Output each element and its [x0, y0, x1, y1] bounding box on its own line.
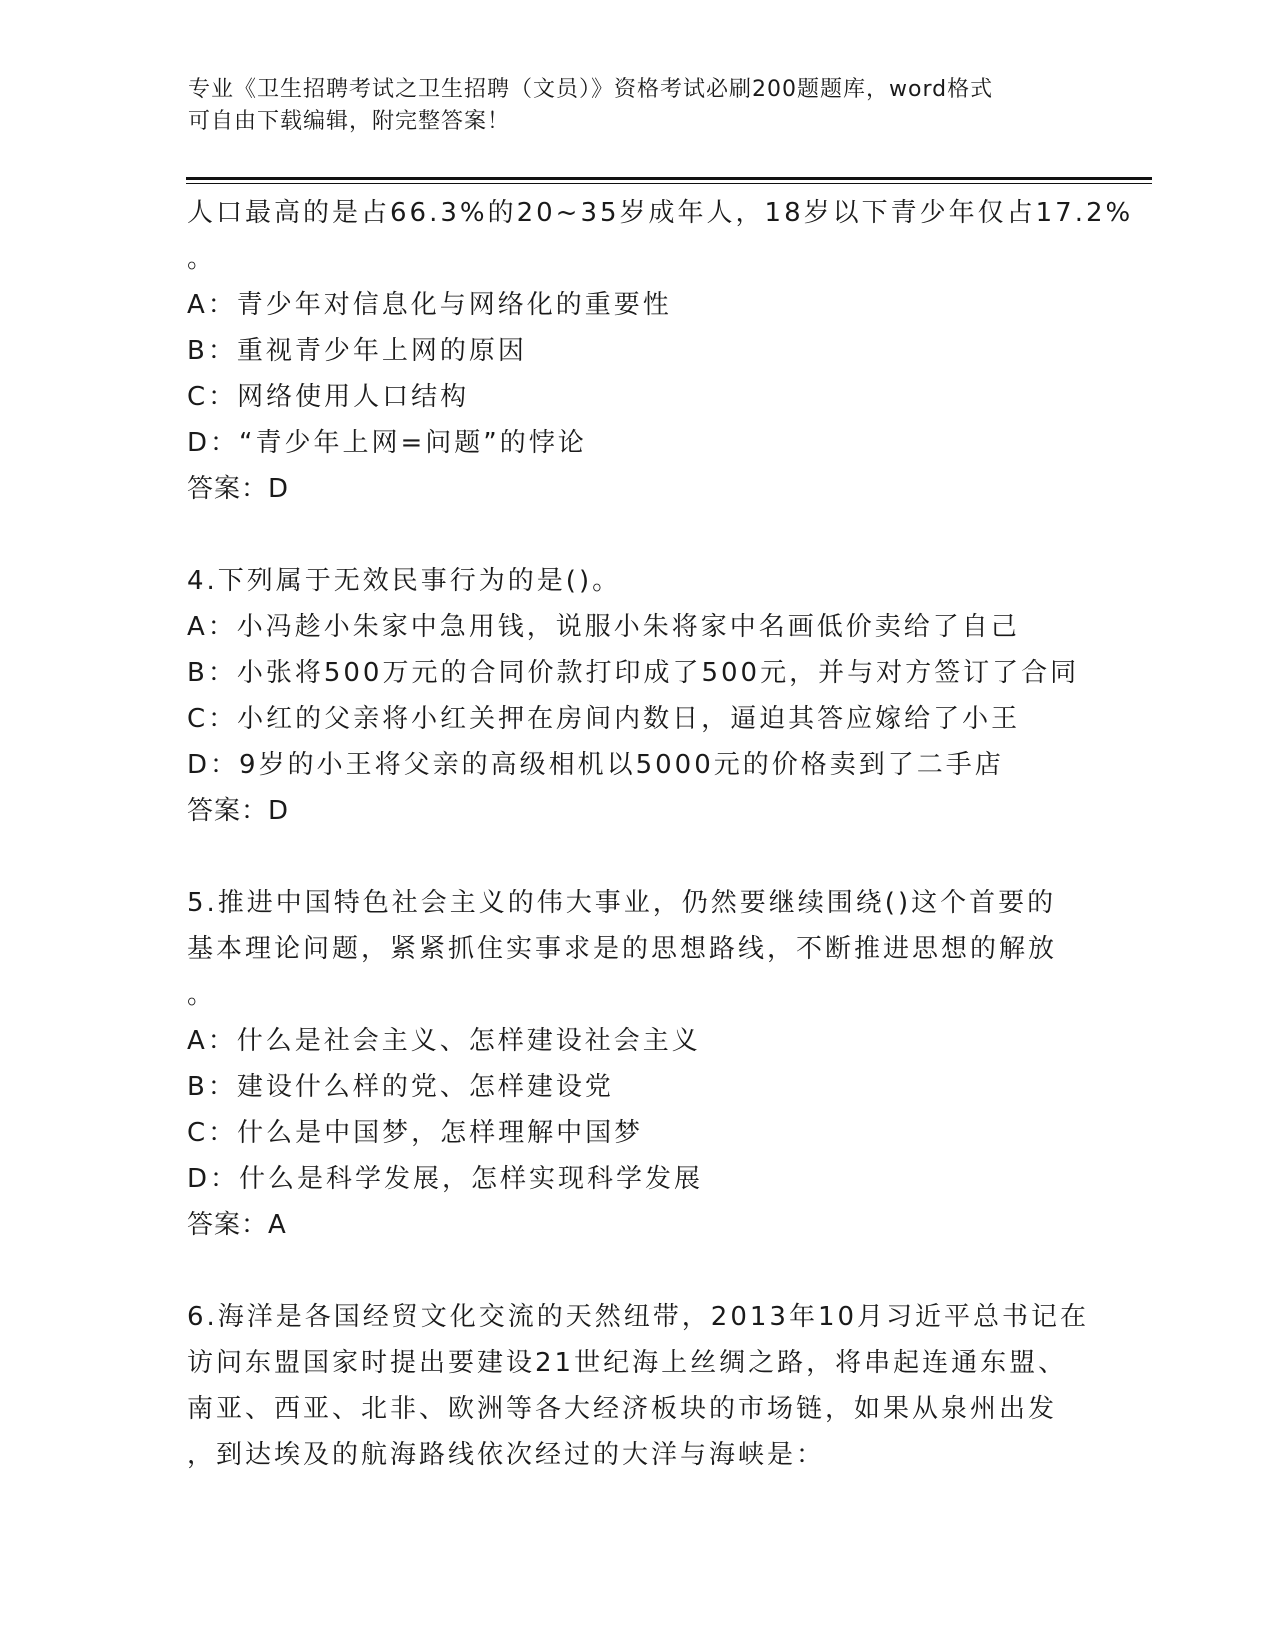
question-5-option-c: C：什么是中国梦，怎样理解中国梦	[187, 1118, 644, 1148]
question-5-stem-line3: 。	[187, 980, 217, 1010]
question-4-option-a: A：小冯趁小朱家中急用钱，说服小朱将家中名画低价卖给了自己	[187, 612, 1020, 642]
question-4	[187, 558, 1087, 834]
question-5	[187, 880, 1087, 1248]
question-3-answer: 答案：D	[187, 474, 290, 504]
question-5-stem-line1: 5.推进中国特色社会主义的伟大事业，仍然要继续围绕()这个首要的	[187, 888, 1057, 918]
document-header	[188, 74, 1068, 138]
question-6-stem-line1: 6.海洋是各国经贸文化交流的天然纽带，2013年10月习近平总书记在	[187, 1302, 1090, 1332]
question-6-stem-line2: 访问东盟国家时提出要建设21世纪海上丝绸之路，将串起连通东盟、	[187, 1348, 1068, 1378]
question-4-stem: 4.下列属于无效民事行为的是()。	[187, 566, 622, 596]
question-4-answer: 答案：D	[187, 796, 290, 826]
question-5-stem-line2: 基本理论问题，紧紧抓住实事求是的思想路线，不断推进思想的解放	[187, 934, 1058, 964]
question-4-option-d: D：9岁的小王将父亲的高级相机以5000元的价格卖到了二手店	[187, 750, 1004, 780]
spacer	[187, 834, 1087, 880]
question-6	[187, 1294, 1090, 1478]
question-5-option-d: D：什么是科学发展，怎样实现科学发展	[187, 1164, 704, 1194]
spacer	[187, 1248, 1087, 1294]
question-5-answer: 答案：A	[187, 1210, 287, 1240]
question-3-stem-end: 。	[187, 244, 217, 274]
question-6-stem-line3: 南亚、西亚、北非、欧洲等各大经济板块的市场链，如果从泉州出发	[187, 1394, 1058, 1424]
question-5-option-b: B：建设什么样的党、怎样建设党	[187, 1072, 614, 1102]
header-title-line2: 可自由下载编辑，附完整答案！	[188, 109, 511, 134]
spacer	[187, 512, 1087, 558]
question-3-option-a: A：青少年对信息化与网络化的重要性	[187, 290, 672, 320]
question-6-stem-line4: ，到达埃及的航海路线依次经过的大洋与海峡是：	[187, 1440, 826, 1470]
question-3-option-d: D：“青少年上网=问题”的悖论	[187, 428, 587, 458]
header-divider-thick	[186, 177, 1152, 180]
question-4-option-c: C：小红的父亲将小红关押在房间内数日，逼迫其答应嫁给了小王	[187, 704, 1021, 734]
question-content	[187, 190, 1134, 1478]
question-5-option-a: A：什么是社会主义、怎样建设社会主义	[187, 1026, 701, 1056]
question-4-option-b: B：小张将500万元的合同价款打印成了500元，并与对方签订了合同	[187, 658, 1080, 688]
header-title-line1: 专业《卫生招聘考试之卫生招聘（文员）》资格考试必刷200题题库，word格式	[188, 77, 994, 102]
question-3-stem-tail: 人口最高的是占66.3%的20~35岁成年人，18岁以下青少年仅占17.2%	[187, 198, 1134, 228]
header-divider-thin	[186, 183, 1152, 184]
question-3-option-c: C：网络使用人口结构	[187, 382, 470, 412]
question-3-option-b: B：重视青少年上网的原因	[187, 336, 527, 366]
question-3-continuation	[187, 190, 1134, 512]
